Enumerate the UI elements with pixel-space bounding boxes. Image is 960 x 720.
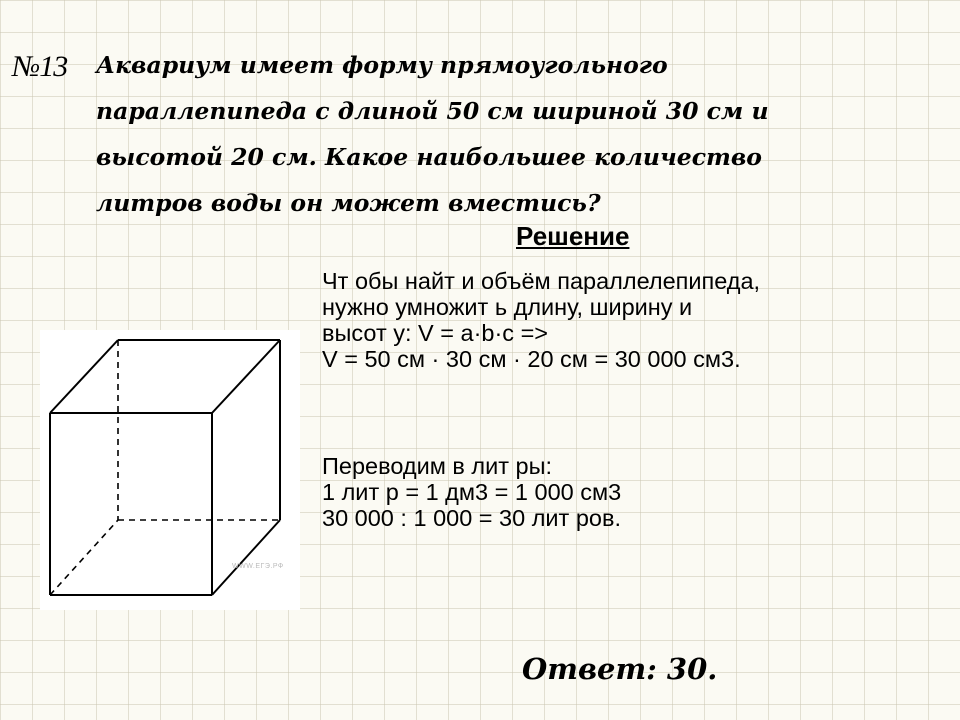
problem-line: высотой 20 см. Какое наибольшее количество <box>96 143 762 171</box>
problem-line: параллепипеда с длиной 50 см шириной 30 см и <box>96 97 769 125</box>
solution-paragraph-volume <box>322 268 942 372</box>
solution-line: нужно умножит ь длину, ширину и <box>322 294 693 320</box>
solution-line: Чт обы найт и объём параллелепипеда, <box>322 268 761 294</box>
solution-line: высот у: V = a·b·c => <box>322 320 549 346</box>
solution-paragraph-liters <box>322 453 942 531</box>
solution-line: Переводим в лит ры: <box>322 453 553 479</box>
problem-statement <box>96 42 926 226</box>
solution-heading: Решение <box>516 221 630 251</box>
watermark: WWW.ЕГЭ.РФ <box>232 563 284 570</box>
solution-line: 30 000 : 1 000 = 30 лит ров. <box>322 505 622 531</box>
answer: Ответ: 30. <box>522 652 718 686</box>
solution-line: 1 лит р = 1 дм3 = 1 000 см3 <box>322 479 622 505</box>
problem-line: литров воды он может вместись? <box>96 189 601 217</box>
problem-line: Аквариум имеет форму прямоугольного <box>96 51 668 79</box>
solution-line: V = 50 см · 30 см · 20 см = 30 000 см3. <box>322 346 741 372</box>
problem-number: №13 <box>12 50 68 83</box>
